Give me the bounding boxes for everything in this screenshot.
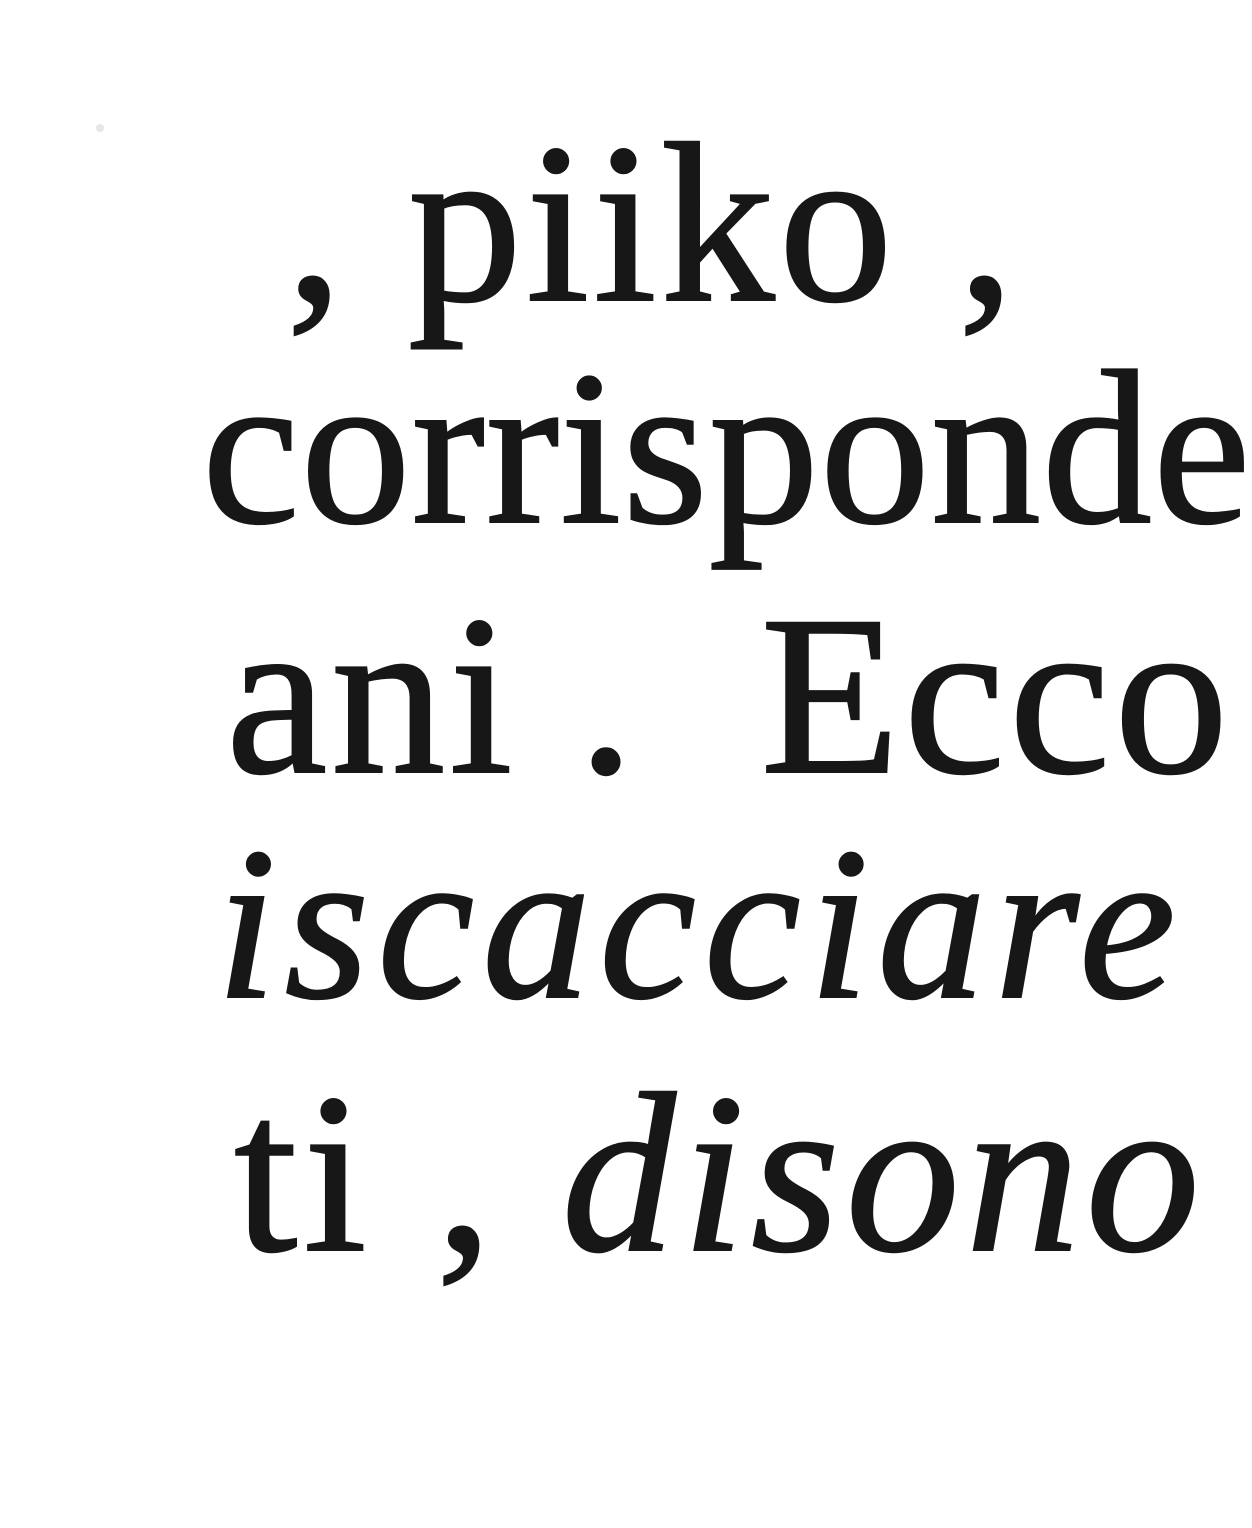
line-1-comma-right: , — [896, 98, 1019, 350]
line-3-text: ani . Ecco — [226, 570, 1233, 822]
line-1-comma-left: , — [286, 98, 408, 350]
text-line-5 — [0, 832, 1206, 1516]
line-5-roman-text: ti , — [234, 1048, 562, 1300]
line-2-word: corrisponde — [202, 326, 1252, 570]
line-4-italic-word: iscacciare — [216, 804, 1184, 1045]
line-1-word: piiko — [408, 98, 897, 350]
line-5-italic-word: disono — [561, 1048, 1206, 1300]
